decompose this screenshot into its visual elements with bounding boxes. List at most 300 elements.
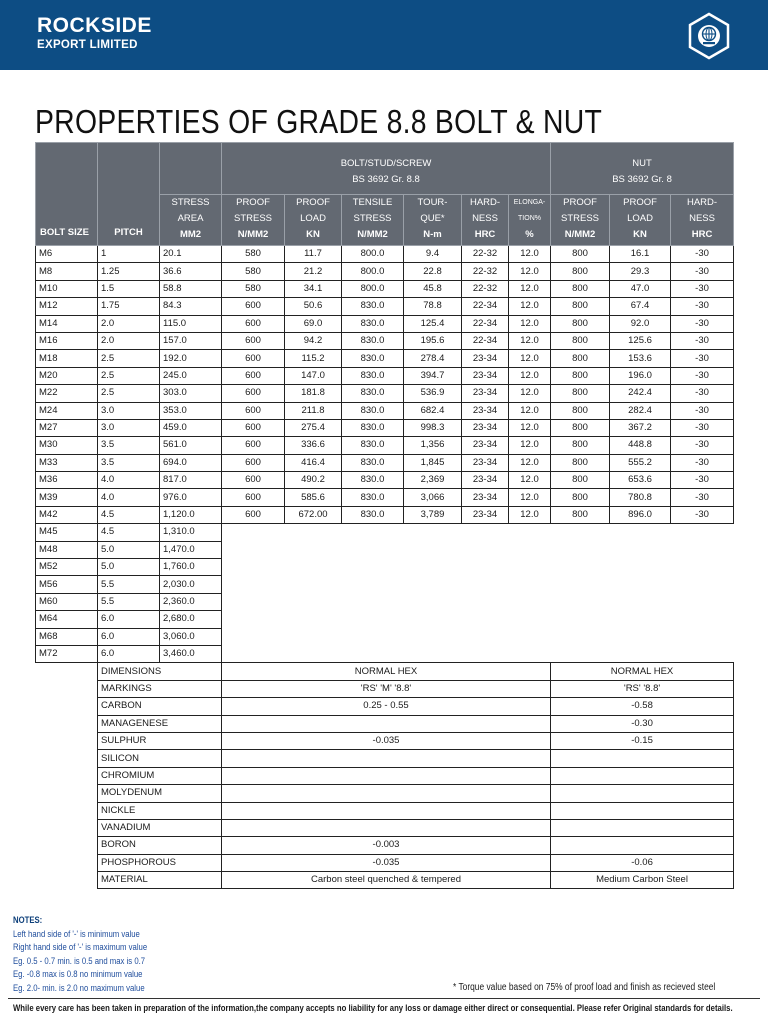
table-cell	[36, 715, 98, 732]
table-cell	[222, 785, 551, 802]
table-cell: -0.15	[551, 732, 734, 749]
column-label: AREA	[177, 213, 204, 224]
table-cell: 20.1	[160, 246, 222, 263]
table-cell: 830.0	[342, 298, 404, 315]
table-cell: M52	[36, 559, 98, 576]
table-cell: M60	[36, 593, 98, 610]
table-cell: 800	[551, 437, 610, 454]
table-cell: BORON	[98, 837, 222, 854]
table-cell: -0.06	[551, 854, 734, 871]
table-cell: CARBON	[98, 698, 222, 715]
table-cell: -30	[671, 489, 734, 506]
table-cell: 800	[551, 489, 610, 506]
table-cell: 6.0	[98, 611, 160, 628]
table-cell: 22-34	[462, 315, 509, 332]
table-cell: 830.0	[342, 402, 404, 419]
table-cell: 196.0	[610, 367, 671, 384]
header-bolt-size: BOLT SIZE	[36, 143, 98, 246]
table-cell: 125.4	[404, 315, 462, 332]
column-label: ELONGA-	[513, 199, 546, 206]
column-header	[462, 195, 509, 246]
table-cell	[222, 593, 734, 610]
table-cell: 800	[551, 315, 610, 332]
table-cell: 92.0	[610, 315, 671, 332]
column-label: HARD-	[686, 197, 718, 208]
table-cell: 1,356	[404, 437, 462, 454]
table-row	[36, 593, 734, 610]
table-cell: -30	[671, 350, 734, 367]
table-cell: 2.5	[98, 385, 160, 402]
table-row	[36, 419, 734, 436]
table-row	[36, 559, 734, 576]
column-label: STRESS	[233, 213, 272, 224]
disclaimer: While every care has been taken in preparation of the information,the company accepts no liability for any loss or damage either direct or consequential. Please refer Original standards for details.	[13, 1003, 733, 1013]
table-cell: 11.7	[285, 246, 342, 263]
table-cell: -30	[671, 402, 734, 419]
table-cell: 0.25 - 0.55	[222, 698, 551, 715]
table-cell: 12.0	[509, 489, 551, 506]
table-cell: 6.0	[98, 628, 160, 645]
nut-group-standard: BS 3692 Gr. 8	[612, 173, 672, 185]
table-cell: 94.2	[285, 332, 342, 349]
property-row	[36, 698, 734, 715]
header-pitch: PITCH	[98, 143, 160, 246]
table-cell: 459.0	[160, 419, 222, 436]
table-cell: -0.58	[551, 698, 734, 715]
footer-divider	[8, 998, 760, 999]
table-cell: 78.8	[404, 298, 462, 315]
table-cell: M68	[36, 628, 98, 645]
column-label: TOUR-	[417, 197, 448, 208]
table-cell	[551, 802, 734, 819]
table-cell	[551, 837, 734, 854]
table-cell: 830.0	[342, 332, 404, 349]
table-cell: 800	[551, 454, 610, 471]
table-cell: M10	[36, 280, 98, 297]
table-cell: 555.2	[610, 454, 671, 471]
column-label: PROOF	[623, 197, 657, 208]
table-cell	[222, 559, 734, 576]
property-row	[36, 750, 734, 767]
table-row	[36, 280, 734, 297]
table-cell: 1.25	[98, 263, 160, 280]
table-header	[36, 143, 734, 246]
table-cell: M56	[36, 576, 98, 593]
column-header	[551, 195, 610, 246]
table-cell: M20	[36, 367, 98, 384]
table-cell	[551, 767, 734, 784]
table-cell	[36, 819, 98, 836]
column-header	[610, 195, 671, 246]
table-cell: 2.0	[98, 332, 160, 349]
table-cell	[36, 663, 98, 680]
column-unit: HRC	[474, 229, 496, 240]
table-cell	[222, 611, 734, 628]
properties-table	[35, 142, 734, 889]
column-label: PROOF	[236, 197, 270, 208]
table-cell: 536.9	[404, 385, 462, 402]
table-cell	[222, 645, 734, 662]
table-cell: 800	[551, 246, 610, 263]
table-cell: 830.0	[342, 350, 404, 367]
column-header	[222, 195, 285, 246]
table-cell: -30	[671, 315, 734, 332]
table-cell: 242.4	[610, 385, 671, 402]
column-unit: N/MM2	[357, 229, 388, 240]
table-cell: 12.0	[509, 506, 551, 523]
table-cell: 23-34	[462, 367, 509, 384]
table-cell: 153.6	[610, 350, 671, 367]
table-cell: SILICON	[98, 750, 222, 767]
table-cell: 22-32	[462, 263, 509, 280]
table-cell: 115.2	[285, 350, 342, 367]
table-cell: M12	[36, 298, 98, 315]
table-cell: 2.5	[98, 367, 160, 384]
table-cell: 830.0	[342, 385, 404, 402]
table-cell: -0.30	[551, 715, 734, 732]
company-logo-icon	[686, 12, 732, 60]
table-cell	[36, 680, 98, 697]
table-cell: -30	[671, 437, 734, 454]
table-row	[36, 315, 734, 332]
table-cell	[36, 854, 98, 871]
table-cell: -30	[671, 332, 734, 349]
table-cell: 800	[551, 332, 610, 349]
table-cell	[222, 802, 551, 819]
note-line: Eg. -0.8 max is 0.8 no minimum value	[13, 969, 143, 979]
table-cell: 353.0	[160, 402, 222, 419]
table-cell: 800	[551, 402, 610, 419]
table-cell: 5.0	[98, 559, 160, 576]
table-cell	[36, 802, 98, 819]
table-cell	[36, 872, 98, 889]
table-cell: 12.0	[509, 437, 551, 454]
table-cell: 1	[98, 246, 160, 263]
column-label: STRESS	[353, 213, 392, 224]
table-cell: 211.8	[285, 402, 342, 419]
table-cell: 800	[551, 419, 610, 436]
table-cell: 5.0	[98, 541, 160, 558]
table-cell: 1,310.0	[160, 524, 222, 541]
table-cell: 4.5	[98, 524, 160, 541]
column-header	[285, 195, 342, 246]
table-row	[36, 332, 734, 349]
table-cell: 600	[222, 298, 285, 315]
table-cell: 12.0	[509, 454, 551, 471]
table-cell: 47.0	[610, 280, 671, 297]
table-cell: 12.0	[509, 263, 551, 280]
table-cell: 585.6	[285, 489, 342, 506]
table-cell: 830.0	[342, 315, 404, 332]
table-cell: 1.5	[98, 280, 160, 297]
table-cell: 694.0	[160, 454, 222, 471]
table-cell: 682.4	[404, 402, 462, 419]
table-cell: CHROMIUM	[98, 767, 222, 784]
table-cell: 12.0	[509, 402, 551, 419]
property-row	[36, 819, 734, 836]
table-cell: 1,120.0	[160, 506, 222, 523]
table-row	[36, 350, 734, 367]
table-cell: 22-32	[462, 246, 509, 263]
table-cell: 12.0	[509, 280, 551, 297]
table-cell: 2.0	[98, 315, 160, 332]
table-cell: M30	[36, 437, 98, 454]
table-cell: M42	[36, 506, 98, 523]
table-cell	[222, 524, 734, 541]
table-cell: NORMAL HEX	[551, 663, 734, 680]
nut-group-label: NUT	[632, 157, 652, 169]
header-bar	[0, 0, 768, 70]
table-cell: M45	[36, 524, 98, 541]
table-cell	[222, 715, 551, 732]
table-cell: 600	[222, 402, 285, 419]
column-unit: N/MM2	[237, 229, 269, 240]
column-unit: %	[525, 229, 534, 240]
table-cell	[36, 837, 98, 854]
table-cell: 58.8	[160, 280, 222, 297]
table-cell	[36, 767, 98, 784]
column-label: PROOF	[563, 197, 597, 208]
table-cell: 672.00	[285, 506, 342, 523]
table-cell: 3,460.0	[160, 645, 222, 662]
table-cell	[36, 750, 98, 767]
column-label: QUE*	[420, 213, 445, 224]
table-cell: M64	[36, 611, 98, 628]
table-cell: 2.5	[98, 350, 160, 367]
table-cell: 1,760.0	[160, 559, 222, 576]
property-row	[36, 663, 734, 680]
table-cell: 16.1	[610, 246, 671, 263]
table-cell: M39	[36, 489, 98, 506]
column-label: LOAD	[627, 213, 653, 224]
table-cell: 800	[551, 472, 610, 489]
table-cell: NICKLE	[98, 802, 222, 819]
note-line: Eg. 2.0- min. is 2.0 no maximum value	[13, 982, 145, 993]
table-cell	[551, 785, 734, 802]
table-cell: -0.035	[222, 732, 551, 749]
table-cell: 3,060.0	[160, 628, 222, 645]
table-cell: M27	[36, 419, 98, 436]
table-cell	[222, 767, 551, 784]
table-cell: 490.2	[285, 472, 342, 489]
table-cell: MANAGENESE	[98, 715, 222, 732]
table-cell: 23-34	[462, 489, 509, 506]
table-cell: 448.8	[610, 437, 671, 454]
table-row	[36, 506, 734, 523]
table-body	[36, 246, 734, 889]
table-cell: M72	[36, 645, 98, 662]
table-cell: -30	[671, 298, 734, 315]
table-row	[36, 541, 734, 558]
table-cell: M6	[36, 246, 98, 263]
table-cell: Carbon steel quenched & tempered	[222, 872, 551, 889]
column-header	[509, 195, 551, 246]
table-cell: SULPHUR	[98, 732, 222, 749]
column-unit: KN	[633, 229, 647, 240]
table-cell: 600	[222, 506, 285, 523]
table-cell: 3.0	[98, 419, 160, 436]
table-cell: M22	[36, 385, 98, 402]
table-cell: 653.6	[610, 472, 671, 489]
table-cell: 22-34	[462, 332, 509, 349]
table-cell: 896.0	[610, 506, 671, 523]
column-header	[160, 195, 222, 246]
column-label: NESS	[472, 213, 498, 224]
table-cell: 830.0	[342, 472, 404, 489]
table-cell	[551, 819, 734, 836]
table-cell: 23-34	[462, 506, 509, 523]
table-cell: 600	[222, 489, 285, 506]
table-cell: 1.75	[98, 298, 160, 315]
table-cell: 4.5	[98, 506, 160, 523]
table-cell: 2,369	[404, 472, 462, 489]
table-cell: 600	[222, 332, 285, 349]
table-cell: -0.035	[222, 854, 551, 871]
table-cell: 600	[222, 367, 285, 384]
table-row	[36, 576, 734, 593]
notes-heading: NOTES:	[13, 915, 43, 925]
table-cell: 580	[222, 263, 285, 280]
column-label: TION%	[518, 215, 541, 222]
table-cell: 36.6	[160, 263, 222, 280]
property-row	[36, 680, 734, 697]
table-cell: 780.8	[610, 489, 671, 506]
table-cell: 830.0	[342, 454, 404, 471]
table-cell: 367.2	[610, 419, 671, 436]
table-cell: -30	[671, 367, 734, 384]
table-cell: 561.0	[160, 437, 222, 454]
table-cell: 12.0	[509, 315, 551, 332]
table-cell	[222, 628, 734, 645]
table-cell: 4.0	[98, 472, 160, 489]
table-cell: 12.0	[509, 332, 551, 349]
table-cell: 'RS' '8.8'	[551, 680, 734, 697]
column-label: LOAD	[300, 213, 326, 224]
table-cell: M8	[36, 263, 98, 280]
table-cell: 600	[222, 419, 285, 436]
table-cell: -30	[671, 472, 734, 489]
property-row	[36, 785, 734, 802]
property-row	[36, 732, 734, 749]
table-cell: -30	[671, 419, 734, 436]
table-cell: 3.5	[98, 454, 160, 471]
table-cell: 800	[551, 298, 610, 315]
table-row	[36, 367, 734, 384]
table-cell	[222, 541, 734, 558]
property-row	[36, 715, 734, 732]
table-cell: 580	[222, 246, 285, 263]
table-cell: 800	[551, 263, 610, 280]
table-cell: M24	[36, 402, 98, 419]
table-cell: 12.0	[509, 246, 551, 263]
table-cell: 3.0	[98, 402, 160, 419]
table-cell: 5.5	[98, 576, 160, 593]
table-cell: 181.8	[285, 385, 342, 402]
brand-name: ROCKSIDE	[37, 14, 152, 37]
table-cell: 600	[222, 454, 285, 471]
table-cell	[36, 732, 98, 749]
table-cell: MARKINGS	[98, 680, 222, 697]
table-cell: 800.0	[342, 280, 404, 297]
notes	[13, 914, 147, 995]
table-cell: 800	[551, 506, 610, 523]
brand-subtitle: EXPORT LIMITED	[37, 39, 138, 51]
table-cell: 830.0	[342, 419, 404, 436]
table-cell: 3.5	[98, 437, 160, 454]
table-cell: 6.0	[98, 645, 160, 662]
table-cell: 830.0	[342, 367, 404, 384]
table-cell: 23-34	[462, 437, 509, 454]
table-cell: 998.3	[404, 419, 462, 436]
table-cell: 4.0	[98, 489, 160, 506]
table-cell: 23-34	[462, 350, 509, 367]
table-cell: 23-34	[462, 385, 509, 402]
table-cell: 2,680.0	[160, 611, 222, 628]
table-cell: 800.0	[342, 246, 404, 263]
table-cell: 192.0	[160, 350, 222, 367]
property-row	[36, 802, 734, 819]
table-cell: PHOSPHOROUS	[98, 854, 222, 871]
table-cell: 22-32	[462, 280, 509, 297]
property-row	[36, 854, 734, 871]
table-cell: 21.2	[285, 263, 342, 280]
table-cell: 12.0	[509, 472, 551, 489]
table-row	[36, 472, 734, 489]
property-row	[36, 837, 734, 854]
table-cell: M18	[36, 350, 98, 367]
table-cell: 830.0	[342, 437, 404, 454]
table-row	[36, 524, 734, 541]
table-cell	[222, 576, 734, 593]
table-cell: 1,470.0	[160, 541, 222, 558]
note-line: Left hand side of '-' is minimum value	[13, 928, 140, 939]
table-cell: 416.4	[285, 454, 342, 471]
table-cell: 600	[222, 472, 285, 489]
bolt-group-standard: BS 3692 Gr. 8.8	[352, 173, 420, 185]
table-cell: M48	[36, 541, 98, 558]
column-unit: KN	[306, 229, 320, 240]
table-cell: 34.1	[285, 280, 342, 297]
table-cell: 22-34	[462, 298, 509, 315]
table-cell: 22.8	[404, 263, 462, 280]
table-cell: M33	[36, 454, 98, 471]
table-cell: 9.4	[404, 246, 462, 263]
table-cell	[551, 750, 734, 767]
bolt-group-label: BOLT/STUD/SCREW	[340, 157, 432, 169]
column-label: TENSILE	[352, 197, 393, 208]
table-cell: 23-34	[462, 402, 509, 419]
column-label: NESS	[689, 213, 715, 224]
table-cell: 800	[551, 367, 610, 384]
table-cell: -0.003	[222, 837, 551, 854]
column-unit: MM2	[179, 229, 202, 240]
table-cell: -30	[671, 385, 734, 402]
table-row	[36, 402, 734, 419]
table-cell: Medium Carbon Steel	[551, 872, 734, 889]
note-line: Eg. 0.5 - 0.7 min. is 0.5 and max is 0.7	[13, 955, 146, 966]
table-cell: NORMAL HEX	[222, 663, 551, 680]
header-nut-group	[551, 143, 734, 195]
table-cell: 125.6	[610, 332, 671, 349]
table-cell: 800	[551, 385, 610, 402]
column-label: STRESS	[561, 213, 600, 224]
table-row	[36, 628, 734, 645]
property-row	[36, 872, 734, 889]
table-cell: 5.5	[98, 593, 160, 610]
table-cell: 12.0	[509, 298, 551, 315]
table-cell: 600	[222, 437, 285, 454]
table-cell: 3,789	[404, 506, 462, 523]
